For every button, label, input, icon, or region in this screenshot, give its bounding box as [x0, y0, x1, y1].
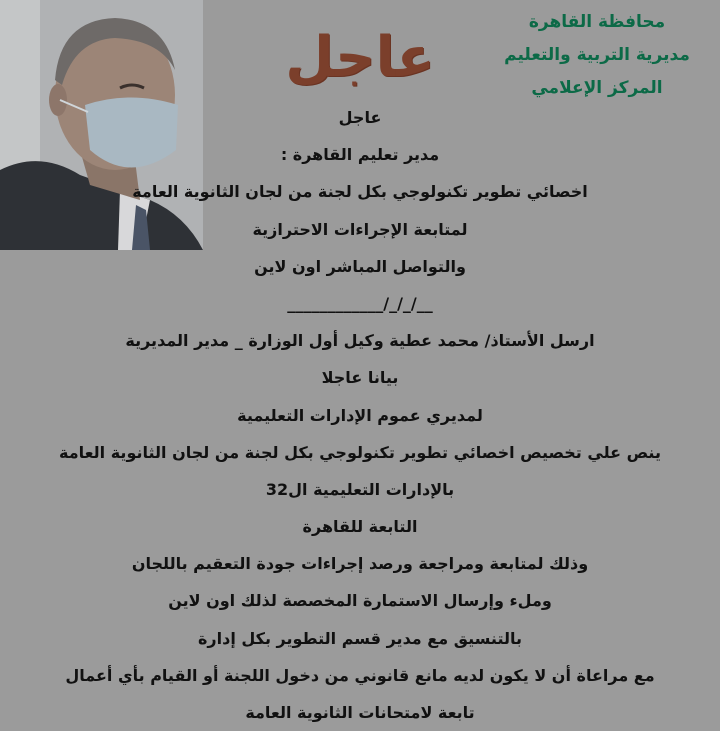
header-media-center: المركز الإعلامي: [531, 78, 663, 98]
body-line: بالإدارات التعليمية ال32: [265, 479, 455, 499]
body-line: تابعة لامتحانات الثانوية العامة: [245, 703, 475, 722]
body-line: بالتنسيق مع مدير قسم التطوير بكل إدارة: [197, 628, 523, 648]
urgent-title: عاجل: [285, 25, 435, 90]
announcement-body: [10, 99, 710, 731]
body-line: لمتابعة الإجراءات الاحترازية: [252, 219, 468, 239]
header-directorate: مديرية التربية والتعليم: [504, 45, 690, 65]
body-line: وملء وإرسال الاستمارة المخصصة لذلك اون لاين: [168, 591, 552, 611]
body-line: ينص علي تخصيص اخصائي تطوير تكنولوجي بكل لجنة من لجان الثانوية العامة: [59, 442, 661, 462]
body-line: عاجل: [338, 108, 382, 127]
body-line: التابعة للقاهرة: [302, 517, 418, 537]
body-line: ارسل الأستاذ/ محمد عطية وكيل أول الوزارة _ مدير المديرية: [125, 331, 595, 351]
body-line: لمديري عموم الإدارات التعليمية: [237, 405, 483, 425]
body-line: مع مراعاة أن لا يكون لديه مانع قانوني من دخول اللجنة أو القيام بأي أعمال: [65, 665, 655, 685]
body-line: بيانا عاجلا: [321, 368, 399, 388]
separator-line: ____________/_/_/__: [287, 293, 433, 313]
body-line: وذلك لمتابعة ومراجعة ورصد إجراءات جودة التعقيم باللجان: [131, 554, 589, 574]
body-line: مدير تعليم القاهرة :: [280, 145, 440, 165]
body-line: اخصائي تطوير تكنولوجي بكل لجنة من لجان الثانوية العامة: [132, 182, 588, 202]
body-line: والتواصل المباشر اون لاين: [254, 256, 466, 276]
header-governorate: محافظة القاهرة: [528, 12, 666, 32]
directorate-header: [492, 6, 702, 105]
